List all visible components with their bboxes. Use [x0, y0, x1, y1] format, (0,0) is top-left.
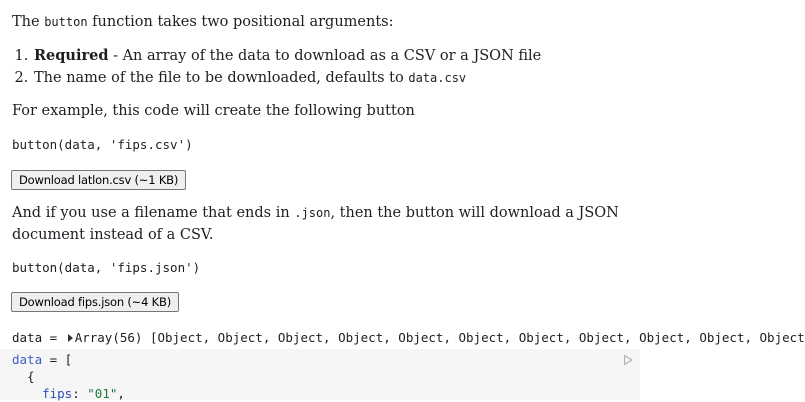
- code-comma: ,: [117, 386, 125, 401]
- arg-2-text: The name of the file to be downloaded, defaults to: [34, 70, 409, 86]
- arguments-list: [12, 45, 541, 89]
- code-line: [12, 351, 72, 368]
- json-para-line2: document instead of a CSV.: [12, 227, 214, 243]
- download-csv-button[interactable]: Download latlon.csv (~1 KB): [11, 170, 186, 190]
- list-item: [33, 67, 541, 89]
- code-snippet-csv: button(data, 'fips.csv'): [12, 137, 193, 152]
- arg-2-code: data.csv: [408, 71, 467, 85]
- caret-right-icon[interactable]: [68, 334, 73, 342]
- code-snippet-json: button(data, 'fips.json'): [12, 260, 201, 275]
- intro-code: button: [44, 15, 88, 29]
- play-outline-icon[interactable]: [622, 354, 634, 366]
- json-para-suffix: , then the button will download a JSON: [330, 205, 619, 221]
- intro-paragraph: [12, 11, 393, 33]
- code-var: data: [12, 352, 43, 367]
- code-key: fips: [42, 386, 73, 401]
- cell-output: [12, 329, 805, 347]
- arg-1-text: - An array of the data to download as a CSV or a JSON file: [108, 48, 542, 64]
- intro-prefix: The: [12, 14, 45, 30]
- json-para-code: .json: [294, 206, 331, 220]
- intro-suffix: function takes two positional arguments:: [87, 14, 394, 30]
- code-string: "01": [87, 386, 118, 401]
- required-label: Required: [34, 47, 109, 64]
- code-line: [12, 385, 125, 402]
- code-cell[interactable]: [0, 349, 640, 400]
- code-line: {: [12, 369, 35, 384]
- code-assign: = [: [42, 352, 73, 367]
- list-item: [33, 45, 541, 67]
- output-value[interactable]: Array(56) [Object, Object, Object, Object, Object, Object, Object, Object, Object, Object, Object: [74, 330, 805, 345]
- download-json-button[interactable]: Download fips.json (~4 KB): [11, 292, 179, 312]
- output-variable-name: data =: [12, 330, 65, 345]
- code-colon: :: [72, 386, 88, 401]
- json-paragraph: [12, 202, 619, 246]
- json-para-prefix: And if you use a filename that ends in: [12, 205, 295, 221]
- code-indent: [12, 386, 42, 401]
- example-paragraph: For example, this code will create the following button: [12, 103, 415, 119]
